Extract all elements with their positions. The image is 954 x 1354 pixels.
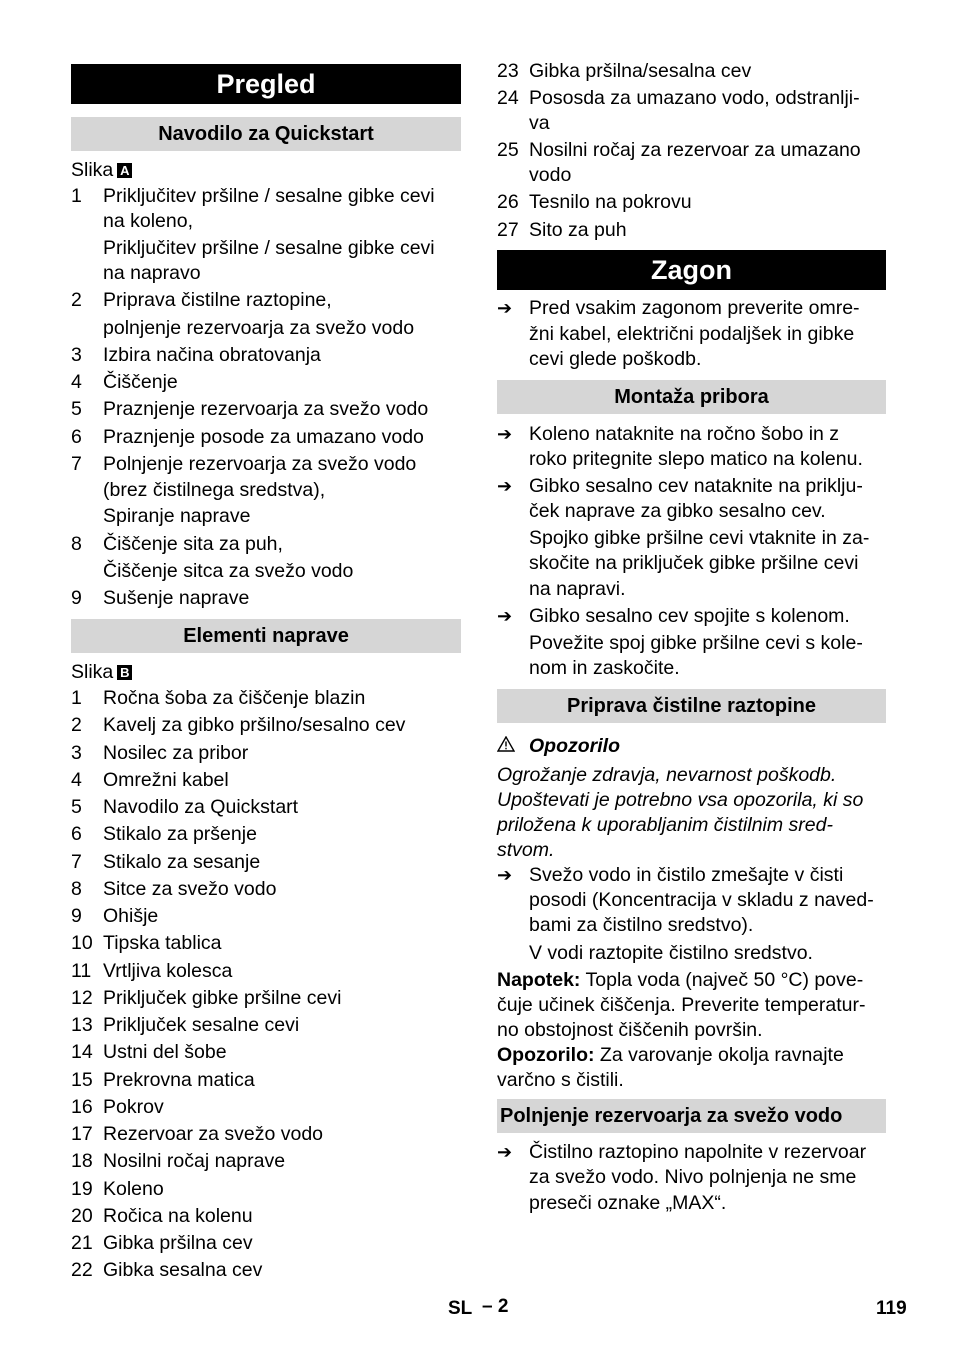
instruction-line: Povežite spoj gibke pršilne cevi s kole- [529, 632, 863, 654]
warning-title-row [497, 734, 620, 759]
list-item-text: Priključitev pršilne / sesalne gibke cevi [103, 185, 435, 207]
list-item-number: 22 [71, 1259, 93, 1282]
list-item-number: 26 [497, 191, 519, 213]
list-item-text: Gibka pršilna cev [103, 1232, 253, 1254]
list-item-number: 7 [71, 453, 82, 475]
caution-label: Opozorilo: [497, 1044, 595, 1066]
list-item-text: Gibka pršilna/sesalna cev [529, 60, 752, 82]
list-item-text: Nosilni ročaj naprave [103, 1150, 286, 1173]
instruction-line: Čistilno raztopino napolnite v rezervoar [529, 1141, 867, 1163]
list-item-text: vodo [529, 164, 572, 186]
instruction-line: za svežo vodo. Nivo polnjenja ne sme [529, 1166, 857, 1188]
note-label: Napotek: [497, 969, 581, 991]
list-item-text: Nosilni ročaj za rezervoar za umazano [529, 139, 861, 161]
figure-label: Slika [71, 159, 114, 181]
list-item-text: va [529, 112, 550, 134]
list-item-number: 11 [71, 959, 92, 982]
list-item-text: Spiranje naprave [103, 505, 251, 527]
instruction-line: posodi (Koncentracija v skladu z naved- [529, 889, 874, 911]
list-item-text: Navodilo za Quickstart [103, 796, 299, 818]
list-item-number: 3 [71, 741, 82, 764]
list-item-text: Kavelj za gibko pršilno/sesalno cev [103, 714, 406, 737]
list-item-text: Koleno [103, 1177, 164, 1200]
list-item-text: polnjenje rezervoarja za svežo vodo [103, 317, 415, 339]
list-item-number: 18 [71, 1150, 93, 1173]
list-item-text: Sito za puh [529, 219, 627, 241]
note-line [497, 968, 863, 993]
list-item-number: 25 [497, 139, 519, 161]
list-item-text: (brez čistilnega sredstva), [103, 479, 326, 501]
instruction-line: skočite na priključek gibke pršilne cevi [529, 552, 859, 574]
list-item-number: 10 [71, 932, 93, 955]
arrow-bullet-icon: ➔ [497, 424, 513, 444]
list-item-number: 17 [71, 1123, 93, 1145]
list-item-text: na napravo [103, 262, 201, 284]
list-item-number: 15 [71, 1068, 93, 1091]
list-item-text: na koleno, [103, 210, 193, 232]
list-item-number: 23 [497, 60, 519, 82]
figure-ref-a [71, 158, 132, 183]
list-item-text: Stikalo za sesanje [103, 850, 261, 873]
instruction-line: na napravi. [529, 578, 626, 600]
instruction-line: nom in zaskočite. [529, 657, 680, 679]
list-item-text: Ročna šoba za čiščenje blazin [103, 687, 366, 709]
list-item-number: 5 [71, 398, 82, 420]
note-text: Topla voda (največ 50 °C) pove- [580, 969, 864, 991]
list-item-text: Pokrov [103, 1095, 164, 1118]
list-item-text: Ustni del šobe [103, 1041, 227, 1064]
list-item-text: Čiščenje [103, 371, 178, 393]
list-item-number: 9 [71, 587, 82, 609]
instruction-line: preseči oznake „MAX“. [529, 1192, 727, 1214]
heading-mounting: Montaža pribora [497, 380, 886, 414]
arrow-bullet-icon: ➔ [497, 476, 513, 496]
list-item-text: Prekrovna matica [103, 1068, 255, 1091]
instruction-line: cevi glede poškodb. [529, 348, 702, 370]
list-item-number: 2 [71, 289, 82, 311]
list-item-text: Polnjenje rezervoarja za svežo vodo [103, 453, 417, 475]
list-item-text: Priključek gibke pršilne cevi [103, 986, 342, 1009]
list-item-number: 27 [497, 219, 519, 241]
list-item-text: Praznjenje rezervoarja za svežo vodo [103, 398, 429, 420]
arrow-bullet-icon: ➔ [497, 1142, 513, 1162]
note-line [497, 993, 866, 1018]
instruction-line: Gibko sesalno cev spojite s kolenom. [529, 605, 850, 627]
list-item-number: 12 [71, 986, 93, 1009]
instruction-line: žni kabel, električni podaljšek in gibke [529, 323, 855, 345]
figure-label: Slika [71, 661, 114, 683]
list-item-text: Čiščenje sitca za svežo vodo [103, 560, 354, 582]
heading-quickstart: Navodilo za Quickstart [71, 117, 461, 151]
warning-title: Opozorilo [529, 735, 620, 757]
list-item-text: Čiščenje sita za puh, [103, 533, 283, 555]
list-item-number: 4 [71, 768, 82, 791]
note-text: no obstojnost čiščenih površin. [497, 1019, 763, 1041]
list-item-text: Sušenje naprave [103, 587, 250, 609]
instruction-line: ček naprave za gibko sesalno cev. [529, 500, 826, 522]
list-item-number: 6 [71, 823, 82, 846]
instruction-line: V vodi raztopite čistilno sredstvo. [529, 942, 813, 964]
list-item-number: 5 [71, 796, 82, 818]
arrow-bullet-icon: ➔ [497, 606, 513, 626]
list-item-text: Priprava čistilne raztopine, [103, 289, 332, 311]
list-item-number: 16 [71, 1095, 93, 1118]
arrow-bullet-icon: ➔ [497, 865, 513, 885]
caution-text: varčno s čistili. [497, 1069, 624, 1091]
list-item-text: Praznjenje posode za umazano vodo [103, 426, 424, 448]
list-item-number: 14 [71, 1041, 93, 1064]
list-item-number: 8 [71, 877, 82, 900]
caution-line [497, 1043, 844, 1068]
list-item-number: 21 [71, 1232, 93, 1254]
list-item-text: Omrežni kabel [103, 768, 229, 791]
heading-elements: Elementi naprave [71, 619, 461, 653]
list-item-text: Priključitev pršilne / sesalne gibke cevi [103, 237, 435, 259]
warning-line: priložena k uporabljanim čistilnim sred- [497, 814, 833, 836]
list-item-text: Gibka sesalna cev [103, 1259, 263, 1282]
figure-ref-b [71, 660, 132, 685]
list-item-number: 4 [71, 371, 82, 393]
instruction-line: Pred vsakim zagonom preverite omre- [529, 297, 860, 319]
list-item-text: Tesnilo na pokrovu [529, 191, 692, 213]
warning-line: Ogrožanje zdravja, nevarnost poškodb. [497, 764, 837, 786]
caution-text: Za varovanje okolja ravnajte [594, 1044, 844, 1066]
instruction-line: Svežo vodo in čistilo zmešajte v čisti [529, 864, 844, 886]
instruction-line: Gibko sesalno cev nataknite na priklju- [529, 475, 863, 497]
list-item-number: 3 [71, 344, 82, 366]
warning-line: stvom. [497, 839, 555, 861]
list-item-text: Priključek sesalne cevi [103, 1014, 300, 1036]
caution-line [497, 1068, 624, 1093]
heading-filling: Polnjenje rezervoarja za svežo vodo [497, 1099, 886, 1133]
arrow-bullet-icon: ➔ [497, 298, 513, 318]
list-item-number: 13 [71, 1014, 93, 1036]
list-item-number: 9 [71, 905, 82, 927]
instruction-line: Spojko gibke pršilne cevi vtaknite in za- [529, 527, 870, 549]
note-line [497, 1018, 763, 1043]
warning-line: Upoštevati je potrebno vsa opozorila, ki so [497, 789, 864, 811]
list-item-text: Izbira načina obratovanja [103, 344, 321, 366]
list-item-number: 1 [71, 687, 82, 709]
list-item-text: Tipska tablica [103, 932, 222, 955]
figure-letter-badge: A [117, 163, 132, 178]
list-item-text: Nosilec za pribor [103, 741, 249, 764]
note-text: čuje učinek čiščenja. Preverite temperatur- [497, 994, 866, 1016]
section-title-overview: Pregled [71, 64, 461, 104]
list-item-text: Sitce za svežo vodo [103, 877, 277, 900]
footer-language: SL [448, 1298, 473, 1319]
figure-letter-badge: B [117, 665, 132, 680]
list-item-number: 19 [71, 1177, 93, 1200]
list-item-text: Vrtljiva kolesca [103, 959, 233, 982]
list-item-text: Pososda za umazano vodo, odstranlji- [529, 87, 860, 109]
warning-icon [497, 734, 519, 759]
list-item-number: 20 [71, 1204, 93, 1227]
list-item-number: 7 [71, 850, 82, 873]
list-item-text: Ohišje [103, 905, 159, 927]
list-item-text: Rezervoar za svežo vodo [103, 1123, 324, 1145]
footer-section-number: – 2 [482, 1296, 509, 1317]
instruction-line: roko pritegnite slepo matico na kolenu. [529, 448, 863, 470]
list-item-text: Stikalo za pršenje [103, 823, 257, 846]
list-item-number: 24 [497, 87, 519, 109]
list-item-text: Ročica na kolenu [103, 1204, 253, 1227]
list-item-number: 8 [71, 533, 82, 555]
instruction-line: Koleno nataknite na ročno šobo in z [529, 423, 840, 445]
list-item-number: 1 [71, 185, 82, 207]
heading-solution: Priprava čistilne raztopine [497, 689, 886, 723]
footer-page-number: 119 [876, 1298, 907, 1319]
list-item-number: 6 [71, 426, 82, 448]
section-title-startup: Zagon [497, 250, 886, 290]
instruction-line: bami za čistilno sredstvo). [529, 914, 754, 936]
list-item-number: 2 [71, 714, 82, 737]
